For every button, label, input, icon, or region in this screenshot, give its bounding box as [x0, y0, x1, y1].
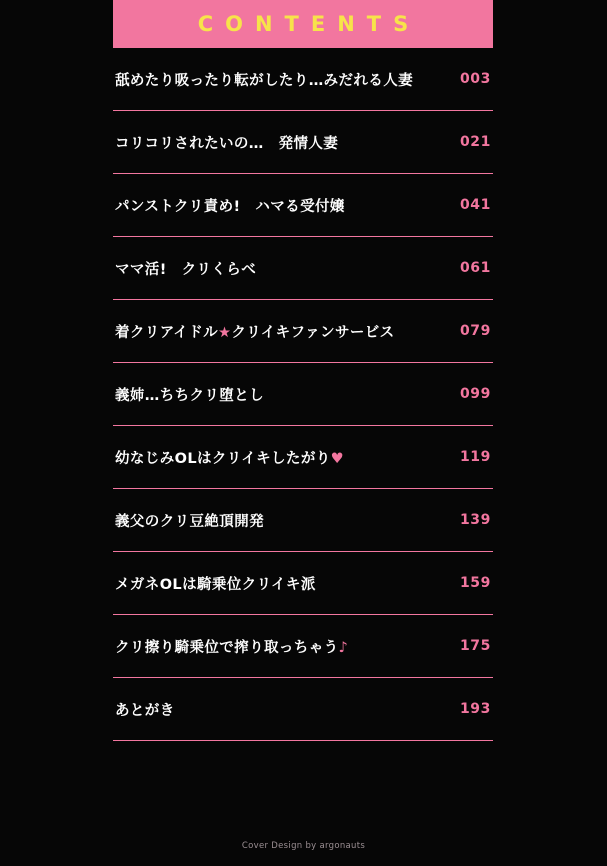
toc-entry-page: 175 — [459, 638, 491, 654]
toc-row[interactable] — [113, 426, 493, 489]
toc-row[interactable] — [113, 300, 493, 363]
toc-row[interactable] — [113, 363, 493, 426]
toc-row[interactable] — [113, 678, 493, 741]
toc-entry-title: コリコリされたいの… 発情人妻 — [115, 135, 339, 152]
toc-row[interactable] — [113, 237, 493, 300]
toc-entry-page: 139 — [459, 512, 491, 528]
toc-entry-page: 099 — [459, 386, 491, 402]
toc-entry-title: メガネOLは騎乗位クリイキ派 — [115, 576, 316, 593]
toc-row[interactable] — [113, 615, 493, 678]
toc-row[interactable] — [113, 552, 493, 615]
toc-entry-page: 119 — [459, 449, 491, 465]
toc-entry-title: ママ活! クリくらべ — [115, 261, 257, 278]
toc-entry-title: 舐めたり吸ったり転がしたり…みだれる人妻 — [115, 72, 413, 89]
toc-entry-title: 幼なじみOLはクリイキしたがり♥ — [115, 450, 345, 467]
toc-row[interactable] — [113, 174, 493, 237]
toc-entry-page: 159 — [459, 575, 491, 591]
decorative-glyph: ★ — [218, 324, 232, 341]
toc-entry-title: あとがき — [115, 702, 175, 719]
toc-entry-page: 079 — [459, 323, 491, 339]
toc-entry-title: 義姉…ちちクリ堕とし — [115, 387, 264, 404]
toc-entry-page: 003 — [459, 71, 491, 87]
toc-entry-title: パンストクリ責め! ハマる受付嬢 — [115, 198, 345, 215]
toc-entry-title: 着クリアイドル★クリイキファンサービス — [115, 324, 395, 341]
toc-entry-page: 021 — [459, 134, 491, 150]
table-of-contents — [113, 48, 493, 741]
toc-entry-title: 義父のクリ豆絶頂開発 — [115, 513, 264, 530]
contents-banner-label: CONTENTS — [197, 12, 421, 36]
cover-design-credit: Cover Design by argonauts — [241, 841, 366, 851]
toc-row[interactable] — [113, 111, 493, 174]
toc-row[interactable] — [113, 489, 493, 552]
decorative-glyph: ♪ — [338, 639, 349, 656]
toc-entry-page: 193 — [459, 701, 491, 717]
toc-entry-page: 061 — [459, 260, 491, 276]
toc-entry-title: クリ擦り騎乗位で搾り取っちゃう♪ — [115, 639, 349, 656]
toc-row[interactable] — [113, 48, 493, 111]
decorative-glyph: ♥ — [330, 450, 345, 467]
contents-banner — [113, 0, 493, 48]
toc-entry-page: 041 — [459, 197, 491, 213]
